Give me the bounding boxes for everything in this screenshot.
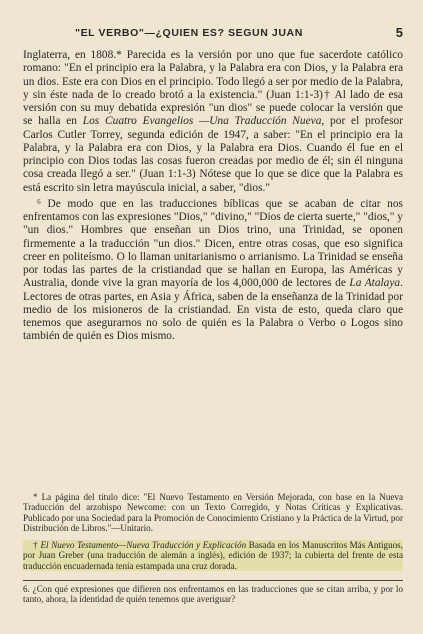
paragraph-1 — [23, 49, 403, 195]
footnote-2-text-cont: Basada en los Manuscritos Más Antiguos, por Juan Greber (una traducción de alemán a inglés), edición de 1937; la cubierta del frente de esta traducción encuadernada tenía estampada una cruz dorada. — [23, 540, 403, 571]
paragraph-2-text: ⁶ De modo que en las traducciones bíblicas que se acaban de citar nos enfrentamos con las expresiones "Dios," "divino," "Dios de cierta suerte," "dios," y "un dios." Hombres que enseñan un Dios trino, una Trinidad, se oponen firmemente a la traducción "un dios." Dicen, entre otras cosas, que eso significa creer en politeísmo. O lo llaman unitarianismo o arrianismo. La Trinidad se enseña por todas las partes de la cristiandad que se hallan en Europa, las Américas y Australia, donde vive la gran mayoría de los 4,000,000 de lectores de — [23, 197, 403, 290]
divider — [23, 580, 403, 581]
study-question — [23, 584, 403, 605]
footnote-1-text: * La página del título dice: "El Nuevo Testamento en Versión Mejorada, con base en la Nueva Traducción del arzobispo Newcome: con un Texto Corregido, y Notas Críticas y Explicativas. Publicado por una Sociedad para la Promoción de Conocimiento Cristiano y la Práctica de la Virtud, por Distribución de Libros."—Unitario. — [23, 492, 403, 534]
footnote-1 — [23, 492, 403, 534]
paragraph-1-text: Inglaterra, en 1808.* Parecida es la versión por uno que fue sacerdote católico romano: "En el principio era la Palabra, y la Palabra era con Dios, y la Palabra era un dios. Este era con Dios en el principio. Todo llegó a ser por medio de la Palabra, y sin éste nada de lo creado brotó a la existencia." (Juan 1:1-3)† Al lado de esa versión con su muy debatida expresión "un dios" se puede colocar la versión que se halla en — [23, 49, 403, 128]
page-number: 5 — [395, 25, 403, 40]
paragraph-2-text-cont: . Lectores de otras partes, en Asia y África, saben de la enseñanza de la Trinidad por medio de los misioneros de la cristiandad. En vista de esto, queda claro que tenemos que asegurarnos no solo de quién es la Palabra o Verbo o Logos sino también de quién es Dios mismo. — [23, 277, 403, 343]
footnote-2-book-title: El Nuevo Testamento—Nueva Traducción y Explicación — [40, 540, 247, 550]
paragraph-2-magazine-title: La Atalaya — [349, 277, 401, 290]
footnote-2-text — [23, 540, 403, 571]
paragraph-1-text-cont: , por el profesor Carlos Cutler Torrey, segunda edición de 1947, a saber: "En el principio era la Palabra, y la Palabra era con Dios, y la Palabra era Dios. Cuando él fue en el principio con Dios todas las cosas fueron creadas por medio de él; sin él ninguna cosa creada llegó a ser." (Juan 1:1-3) Nótese que lo que se dice que la Palabra es está escrito sin letra mayúscula inicial, a saber, "dios." — [23, 115, 403, 194]
study-question-text: 6. ¿Con qué expresiones que difieren nos enfrentamos en las traducciones que se citan arriba, y por lo tanto, ahora, la identidad de quién tenemos que averiguar? — [23, 584, 403, 605]
footnote-2-mark: † — [33, 540, 41, 550]
paragraph-1-book-title: Los Cuatro Evangelios —Una Traducción Nueva — [82, 115, 322, 128]
running-header — [23, 26, 403, 42]
footnote-2 — [23, 540, 403, 571]
paragraph-2 — [23, 198, 403, 344]
main-text — [23, 49, 403, 344]
running-title: "EL VERBO"—¿QUIEN ES? SEGUN JUAN — [75, 27, 303, 39]
